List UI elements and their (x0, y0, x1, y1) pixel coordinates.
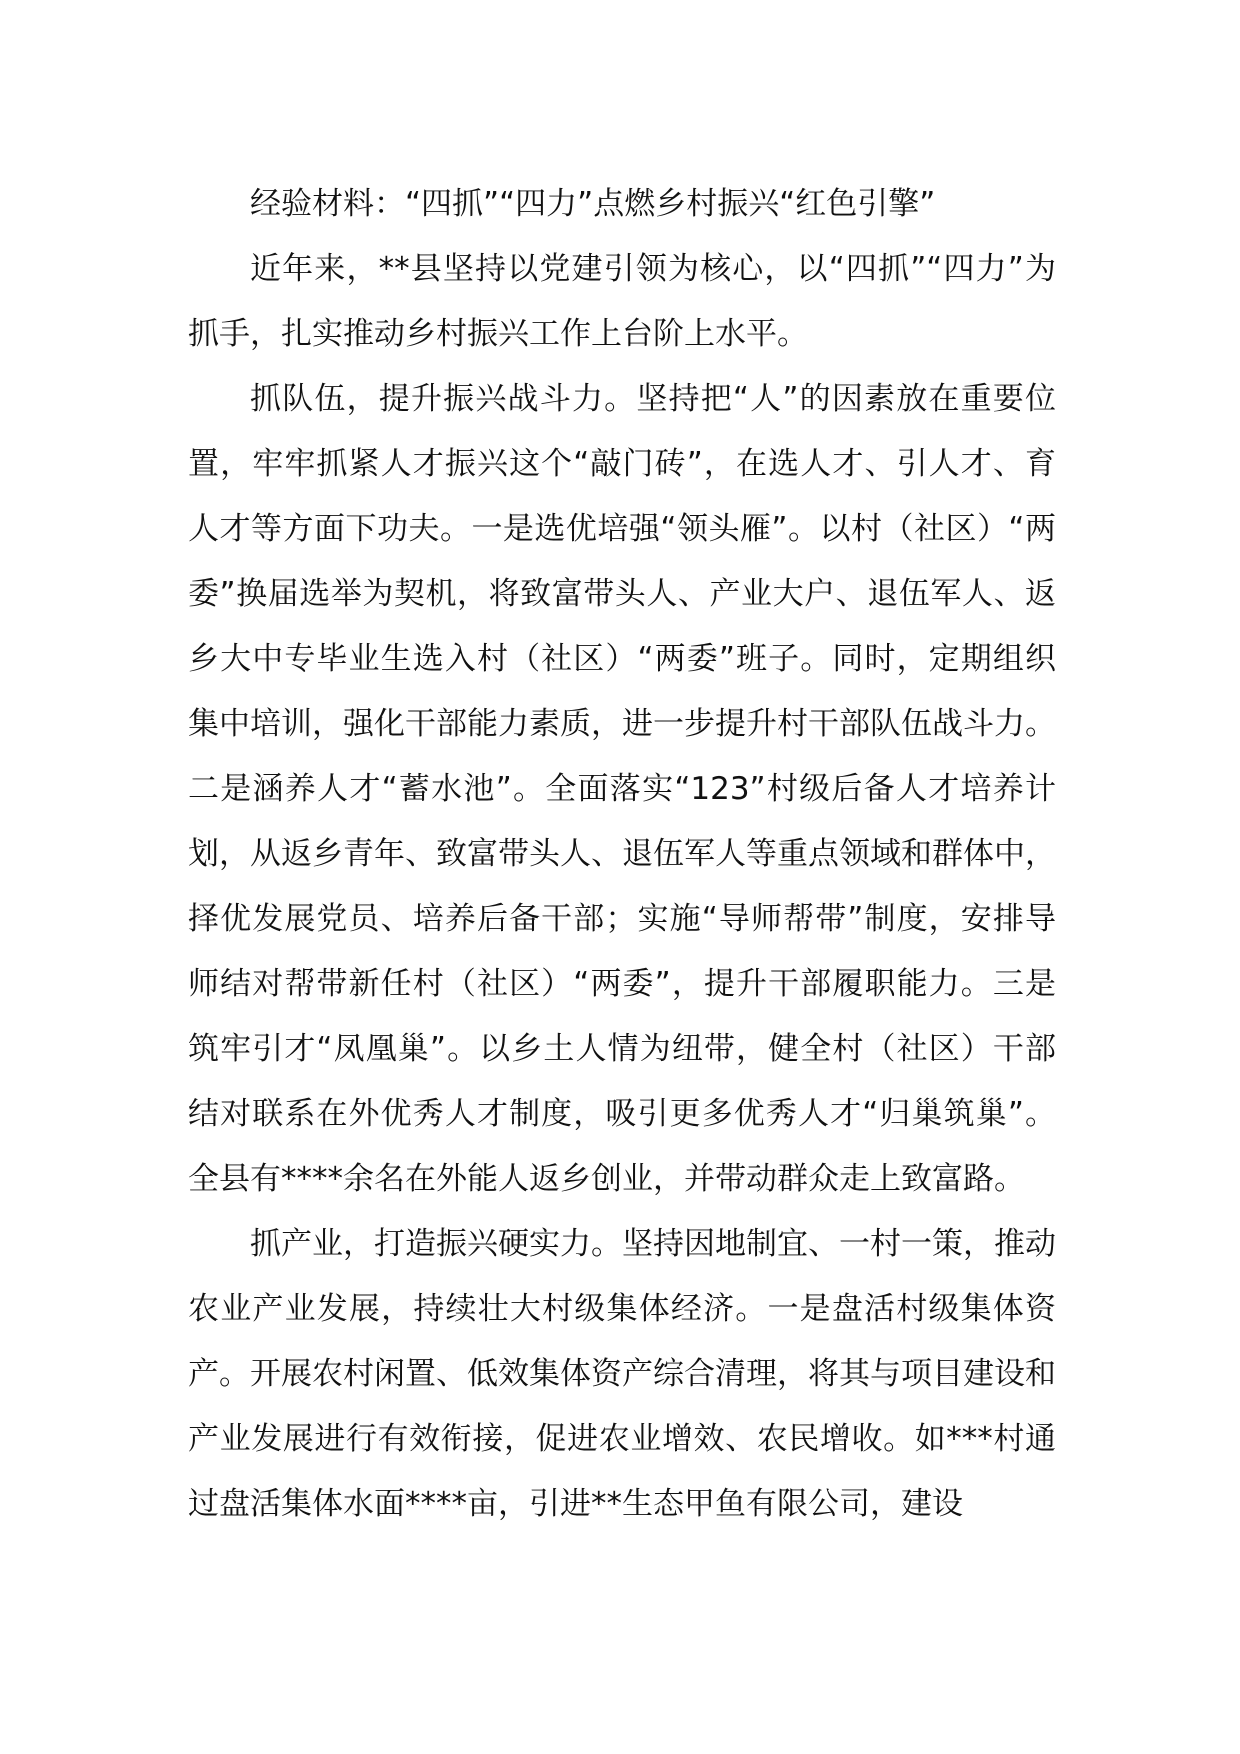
paragraph-team: 抓队伍，提升振兴战斗力。坚持把“人”的因素放在重要位置，牢牢抓紧人才振兴这个“敲门砖”，在选人才、引人才、育人才等方面下功夫。一是选优培强“领头雁”。以村（社区）“两委”换届选举为契机，将致富带头人、产业大户、退伍军人、返乡大中专毕业生选入村（社区）“两委”班子。同时，定期组织集中培训，强化干部能力素质，进一步提升村干部队伍战斗力。二是涵养人才“蓄水池”。全面落实“123”村级后备人才培养计划，从返乡青年、致富带头人、退伍军人等重点领域和群体中，择优发展党员、培养后备干部；实施“导师帮带”制度，安排导师结对帮带新任村（社区）“两委”，提升干部履职能力。三是筑牢引才“凤凰巢”。以乡土人情为纽带，健全村（社区）干部结对联系在外优秀人才制度，吸引更多优秀人才“归巢筑巢”。全县有****余名在外能人返乡创业，并带动群众走上致富路。 (188, 381, 1056, 1197)
paragraph-industry: 抓产业，打造振兴硬实力。坚持因地制宜、一村一策，推动农业产业发展，持续壮大村级集体经济。一是盘活村级集体资产。开展农村闲置、低效集体资产综合清理，将其与项目建设和产业发展进行有效衔接，促进农业增效、农民增收。如***村通过盘活集体水面****亩，引进**生态甲鱼有限公司，建设 (188, 1226, 1056, 1522)
document-body (188, 172, 1056, 1537)
paragraph-intro: 近年来，**县坚持以党建引领为核心，以“四抓”“四力”为抓手，扎实推动乡村振兴工作上台阶上水平。 (188, 251, 1056, 352)
document-title: 经验材料：“四抓”“四力”点燃乡村振兴“红色引擎” (250, 186, 936, 222)
